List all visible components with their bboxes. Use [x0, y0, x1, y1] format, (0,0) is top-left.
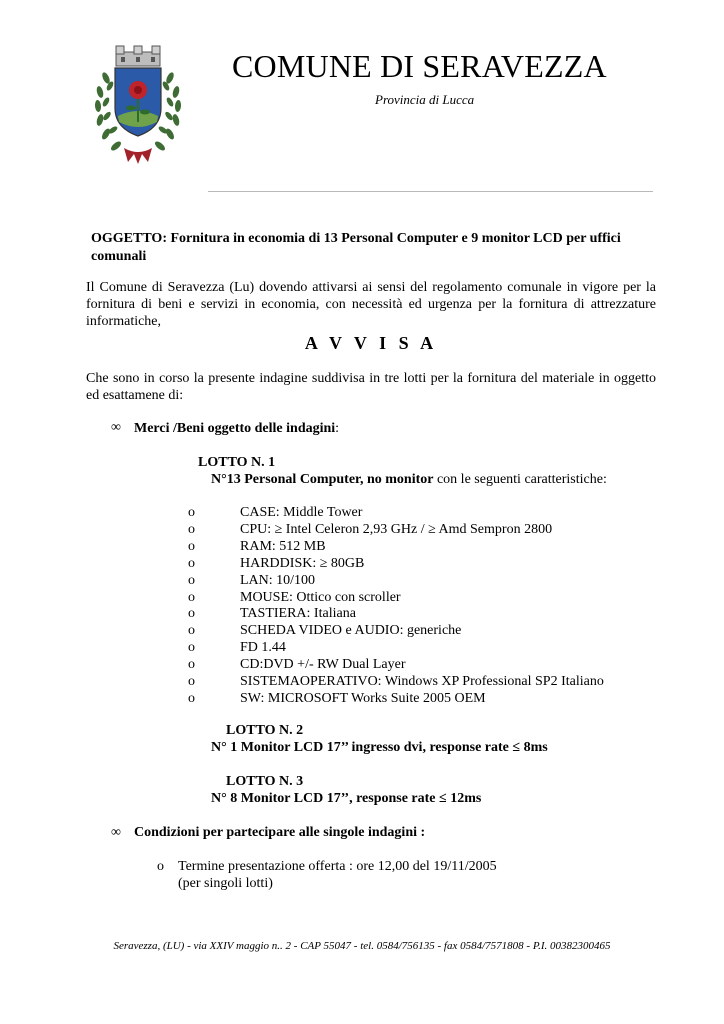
- goods-section-colon: :: [335, 421, 340, 436]
- spec-item: TASTIERA: Italiana: [240, 606, 356, 622]
- spec-item: RAM: 512 MB: [240, 538, 326, 554]
- spec-item: FD 1.44: [240, 640, 286, 656]
- spec-bullet-marker: o: [188, 640, 195, 656]
- spec-bullet-marker: o: [188, 657, 195, 673]
- page-footer: Seravezza, (LU) - via XXIV maggio n.. 2 - CAP 55047 - tel. 0584/756135 - fax 0584/7571808 - P.I. 00382300465: [113, 940, 611, 952]
- spec-bullet-marker: o: [188, 674, 195, 689]
- crown-icon: [116, 46, 160, 66]
- lot2-title: LOTTO N. 2: [226, 723, 304, 738]
- spec-item: MOUSE: Ottico con scroller: [240, 589, 401, 605]
- lot2-description: N° 1 Monitor LCD 17’’ ingresso dvi, response rate ≤ 8ms: [211, 740, 548, 755]
- spec-bullet-marker: o: [188, 623, 195, 639]
- conditions-bullet-marker: o: [157, 859, 164, 874]
- spec-bullet-marker: o: [188, 505, 195, 520]
- spec-bullet-marker: o: [188, 690, 195, 706]
- conditions-deadline: Termine presentazione offerta : ore 12,00 del 19/11/2005: [178, 859, 497, 874]
- spec-bullet-marker: o: [188, 521, 195, 537]
- spec-bullet-marker: o: [188, 538, 195, 554]
- municipal-coat-of-arms: [88, 42, 188, 170]
- infinity-bullet-icon: ∞: [111, 825, 121, 840]
- goods-section-label: Merci /Beni oggetto delle indagini: [134, 421, 336, 436]
- goods-section-heading: [134, 421, 339, 437]
- spec-item: SISTEMAOPERATIVO: Windows XP Professional SP2 Italiano: [240, 674, 604, 689]
- intro-paragraph: Il Comune di Seravezza (Lu) dovendo attivarsi ai sensi del regolamento comunale in vigore per la fornitura di beni e servizi in economia, con necessità ed urgenza per la fornitura di attrezzature informatiche,: [86, 280, 656, 329]
- spec-bullet-marker: o: [188, 606, 195, 622]
- header-divider: [208, 191, 653, 192]
- spec-item: SW: MICROSOFT Works Suite 2005 OEM: [240, 690, 486, 706]
- spec-item: SCHEDA VIDEO e AUDIO: generiche: [240, 623, 462, 639]
- spec-item: HARDDISK: ≥ 80GB: [240, 555, 365, 571]
- lot1-description-rest: con le seguenti caratteristiche:: [433, 472, 607, 487]
- conditions-note: (per singoli lotti): [178, 876, 273, 891]
- notice-paragraph: Che sono in corso la presente indagine suddivisa in tre lotti per la fornitura del materiale in oggetto ed esattamene di:: [86, 371, 656, 403]
- lot1-title: LOTTO N. 1: [198, 455, 276, 470]
- notice-heading: A V V I S A: [304, 333, 438, 353]
- subject-line: OGGETTO: Fornitura in economia di 13 Personal Computer e 9 monitor LCD per uffici comunali: [91, 231, 621, 264]
- province-subtitle: Provincia di Lucca: [375, 92, 475, 107]
- conditions-section-heading: Condizioni per partecipare alle singole indagini :: [134, 825, 426, 840]
- spec-item: CPU: ≥ Intel Celeron 2,93 GHz / ≥ Amd Sempron 2800: [240, 521, 553, 537]
- spec-item: CASE: Middle Tower: [240, 505, 363, 520]
- lot3-title: LOTTO N. 3: [226, 774, 304, 789]
- page-title: COMUNE DI SERAVEZZA: [232, 48, 607, 84]
- spec-bullet-marker: o: [188, 555, 195, 571]
- spec-bullet-marker: o: [188, 572, 195, 588]
- spec-item: LAN: 10/100: [240, 572, 316, 588]
- infinity-bullet-icon: ∞: [111, 420, 121, 435]
- spec-bullet-marker: o: [188, 589, 195, 605]
- lot3-description: N° 8 Monitor LCD 17’’, response rate ≤ 12ms: [211, 791, 482, 806]
- lot1-description: [211, 472, 607, 488]
- spec-item: CD:DVD +/- RW Dual Layer: [240, 657, 406, 673]
- lot1-description-bold: N°13 Personal Computer, no monitor: [211, 472, 434, 487]
